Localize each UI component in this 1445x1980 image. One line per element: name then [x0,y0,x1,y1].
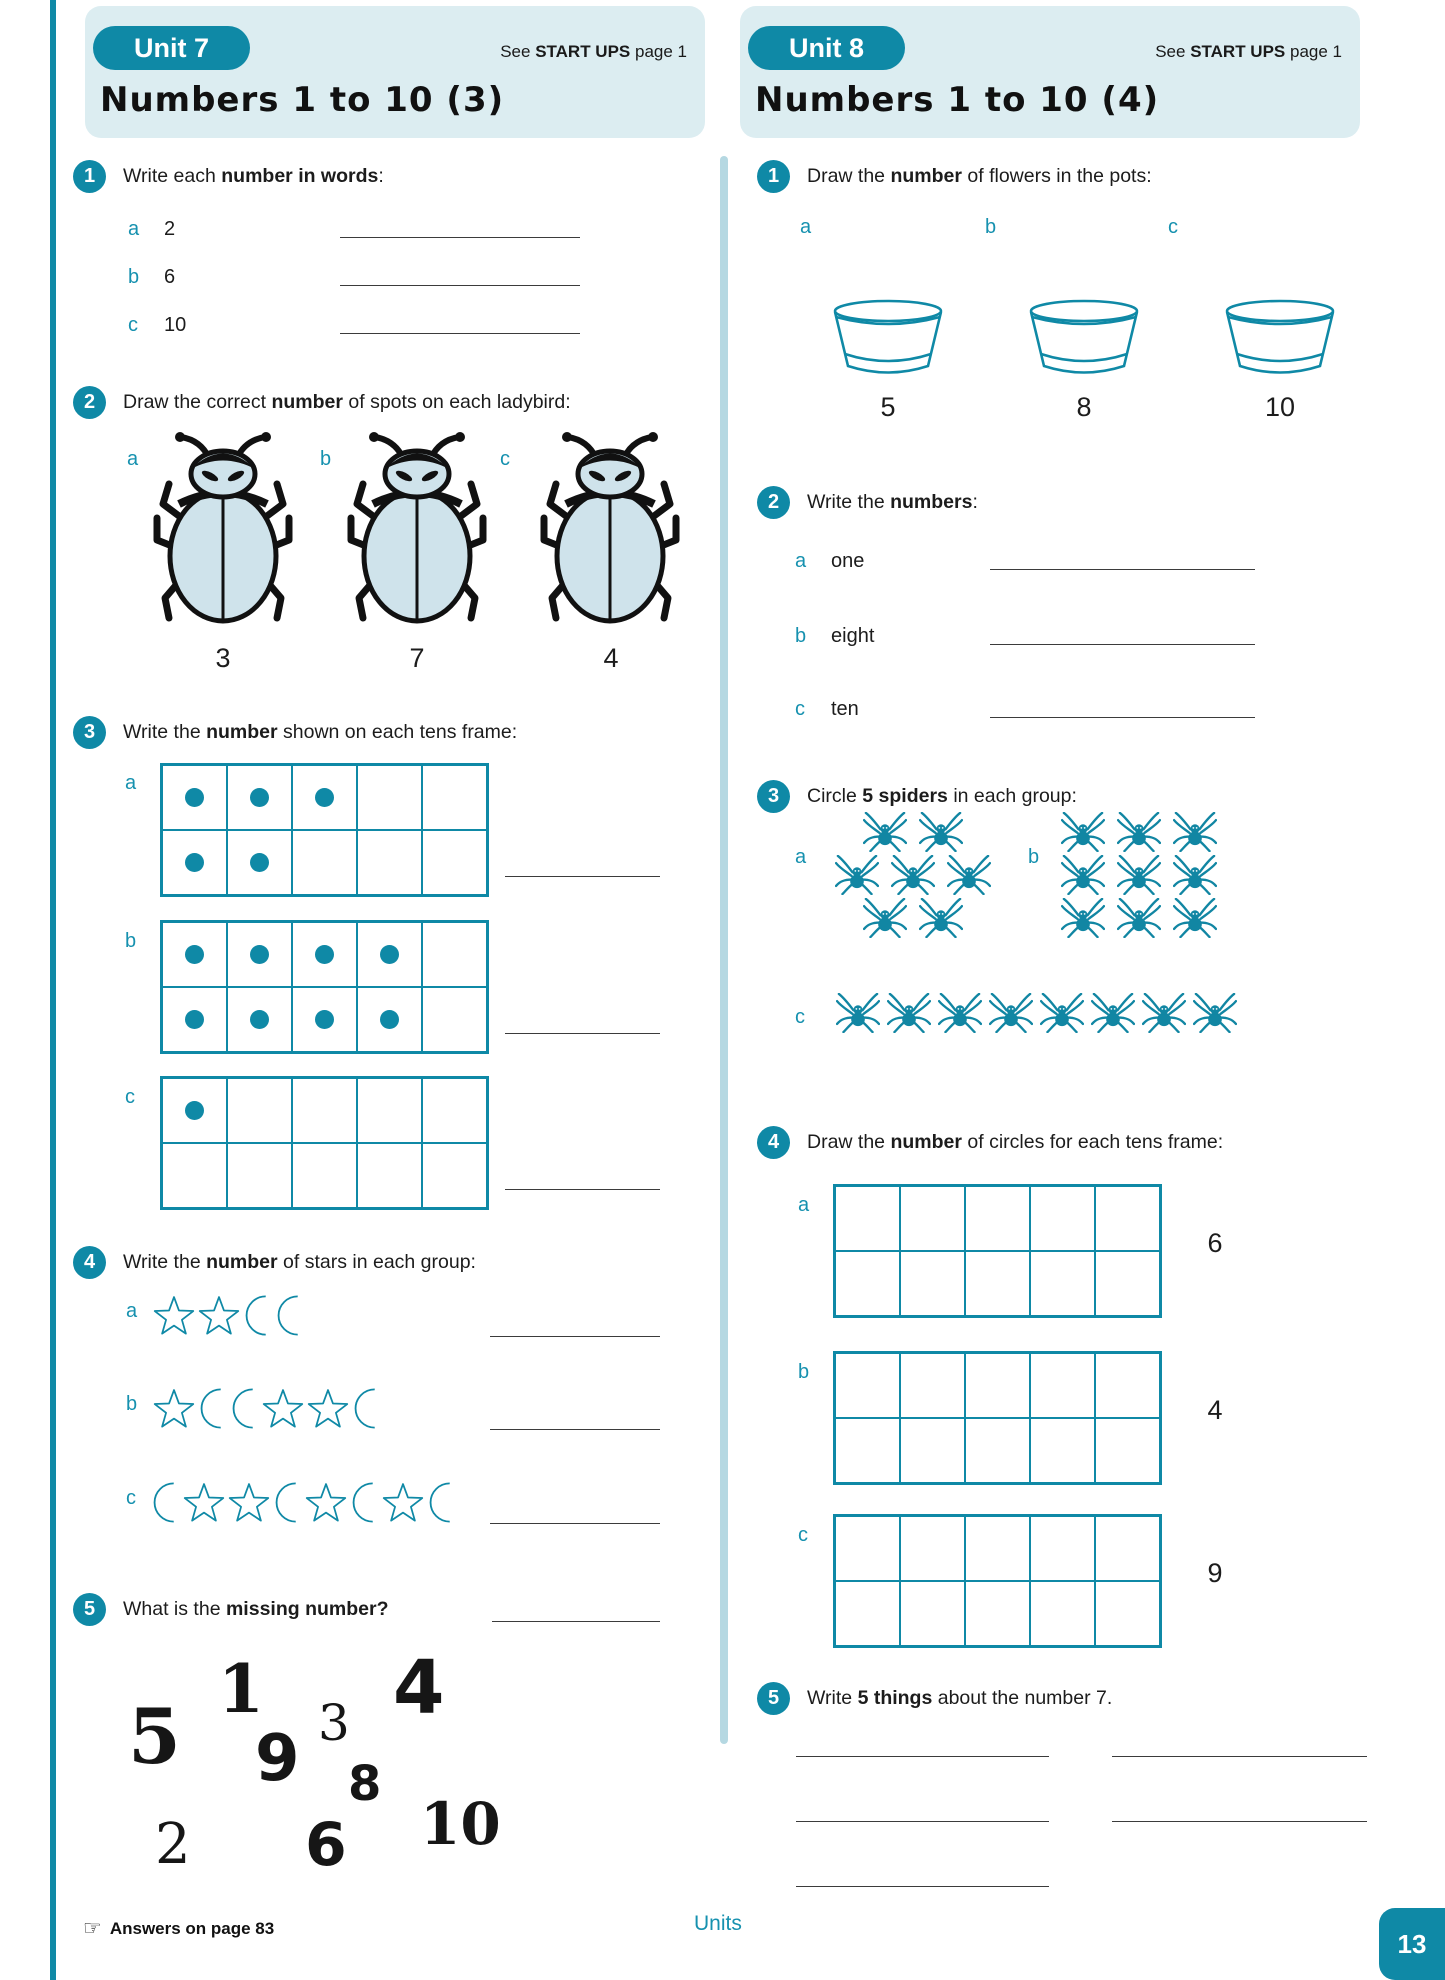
tens-frame-cell [292,830,357,895]
counter-dot [185,788,204,807]
group-label-c: c [126,1487,136,1509]
star-icon [227,1481,271,1524]
tens-frame-cell [900,1251,965,1316]
tens-frame-cell [835,1251,900,1316]
tens-frame-cell [422,765,487,830]
u8-q2-text: Write the numbers: [807,491,978,513]
tens-frame-cell [1030,1186,1095,1251]
spider-group-label-b: b [1028,846,1040,868]
star-group-b [152,1387,382,1430]
spider-icon [919,898,963,938]
question-number-badge: 2 [73,386,106,419]
question-number-badge: 1 [73,160,106,193]
item-label: c [795,698,805,720]
tens-frame-cell [227,830,292,895]
frame-label-a: a [798,1194,810,1216]
spider-group-label-c: c [795,1006,805,1028]
question-number-badge: 2 [757,486,790,519]
ladybird-number: 4 [603,643,619,673]
ladybird-label-a: a [127,448,139,470]
frame-label-b: b [798,1361,810,1383]
spider-icon [1117,812,1161,852]
tens-frame-cell [835,1418,900,1483]
tens-frame-cell [1095,1186,1160,1251]
moon-icon [349,1481,380,1524]
star-icon [152,1294,196,1337]
u7-q1-text: Write each number in words: [123,165,384,187]
item-value: 2 [164,218,176,240]
units-footer-label: Units [694,1912,742,1935]
scattered-number: 5 [128,1692,181,1781]
pot-number: 10 [1264,392,1296,422]
tens-frame-cell [900,1581,965,1646]
tens-frame-cell [965,1251,1030,1316]
u7-q4-text: Write the number of stars in each group: [123,1251,476,1273]
spider-icon [1061,855,1105,895]
tens-frame-c [160,1076,489,1210]
tens-frame-cell [292,987,357,1052]
counter-dot [315,1010,334,1029]
question-number-badge: 5 [73,1593,106,1626]
item-label: b [128,266,140,288]
tens-frame-cell [162,830,227,895]
u8-q4 [757,1126,1223,1159]
tens-frame-cell [422,1078,487,1143]
item-word: one [831,550,865,572]
column-divider [720,156,728,1744]
scattered-number: 3 [318,1694,350,1752]
tens-frame-b [160,920,489,1054]
answer-line [505,1189,660,1190]
tens-frame-cell [357,1078,422,1143]
see-pre: See [500,42,531,61]
tens-frame-cell [900,1186,965,1251]
answer-line [490,1336,660,1337]
tens-frame-cell [162,1078,227,1143]
scattered-number: 10 [420,1790,501,1858]
tens-frame-cell [1095,1516,1160,1581]
unit8-see-note [1155,42,1342,62]
answer-line [990,569,1255,570]
answer-line [796,1756,1049,1757]
frame-label-c: c [125,1086,135,1108]
moon-icon [197,1387,228,1430]
spider-row [863,812,963,852]
unit7-see-note [500,42,687,62]
frame-target-number: 4 [1207,1395,1223,1425]
tens-frame-cell [162,765,227,830]
pot-number: 8 [1076,392,1092,422]
counter-dot [315,945,334,964]
page-edge-bar [50,0,56,1980]
see-pre: See [1155,42,1186,61]
counter-dot [250,945,269,964]
ladybird-number: 3 [215,643,231,673]
star-icon [182,1481,226,1524]
counter-dot [185,945,204,964]
answer-line [490,1523,660,1524]
u7-q2 [73,386,571,419]
star-icon [306,1387,350,1430]
group-label-a: a [126,1300,138,1322]
moon-icon [426,1481,457,1524]
u7-q1 [73,160,384,193]
ladybird-label-c: c [500,448,510,470]
tens-frame-cell [1030,1581,1095,1646]
see-bold: START UPS [1190,42,1286,61]
counter-dot [250,853,269,872]
tens-frame-cell [965,1186,1030,1251]
u8-q3-text: Circle 5 spiders in each group: [807,785,1077,807]
spider-icon [863,812,907,852]
ladybird-drawing [347,428,487,633]
tens-frame-cell [835,1353,900,1418]
answer-line [505,876,660,877]
tens-frame-cell [965,1418,1030,1483]
question-number-badge: 5 [757,1682,790,1715]
u7-q3 [73,716,517,749]
frame-label-b: b [125,930,137,952]
tens-frame-cell [1030,1353,1095,1418]
counter-dot [250,1010,269,1029]
spider-row [1061,812,1217,852]
tens-frame-a [160,763,489,897]
spider-group-c [836,993,1237,1033]
question-number-badge: 4 [757,1126,790,1159]
spider-icon [938,993,982,1033]
tens-frame-cell [357,987,422,1052]
ladybird-number: 7 [409,643,425,673]
tens-frame-cell [162,922,227,987]
see-post: page 1 [1290,42,1342,61]
counter-dot [185,853,204,872]
spider-icon [1173,812,1217,852]
u8-q3 [757,780,1077,813]
spider-group-label-a: a [795,846,807,868]
tens-frame-cell [1095,1418,1160,1483]
item-label: b [795,625,807,647]
tens-frame-cell [835,1581,900,1646]
spider-row [1061,855,1217,895]
item-value: 10 [164,314,187,336]
frame-target-number: 6 [1207,1228,1223,1258]
tens-frame-cell [1030,1418,1095,1483]
star-icon [152,1387,196,1430]
u8-q5 [757,1682,1112,1715]
answer-line [796,1821,1049,1822]
question-number-badge: 4 [73,1246,106,1279]
frame-target-number: 9 [1207,1558,1223,1588]
scattered-number: 2 [155,1812,191,1877]
pot-label-a: a [800,216,812,238]
tens-frame-cell [900,1418,965,1483]
moon-icon [272,1481,303,1524]
u7-q5-text: What is the missing number? [123,1598,389,1620]
star-icon [381,1481,425,1524]
spider-icon [1117,855,1161,895]
u7-q2-text: Draw the correct number of spots on each ladybird: [123,391,571,413]
empty-tens-frame-c [833,1514,1162,1648]
scattered-number: 4 [393,1645,445,1731]
tens-frame-cell [1095,1353,1160,1418]
scattered-number: 1 [218,1650,264,1728]
tens-frame-cell [162,987,227,1052]
ladybird-label-b: b [320,448,332,470]
counter-dot [250,788,269,807]
question-number-badge: 1 [757,160,790,193]
spider-icon [1173,898,1217,938]
star-group-a [152,1294,305,1337]
spider-icon [1117,898,1161,938]
tens-frame-cell [1030,1251,1095,1316]
pot-label-b: b [985,216,997,238]
counter-dot [185,1101,204,1120]
flower-pot-drawing [1220,298,1340,380]
spider-icon [863,898,907,938]
spider-icon [1091,993,1135,1033]
u8-q2-item-a [795,550,1255,573]
answer-line [340,333,580,334]
answers-text: Answers on page 83 [109,1918,275,1938]
tens-frame-cell [292,922,357,987]
group-label-b: b [126,1393,138,1415]
u7-q3-text: Write the number shown on each tens frame: [123,721,518,743]
tens-frame-cell [292,1143,357,1208]
item-label: a [128,218,140,240]
answer-line [340,285,580,286]
spider-icon [835,855,879,895]
unit7-pill: Unit 7 [93,26,250,70]
scattered-number: 9 [255,1722,300,1796]
answer-line [505,1033,660,1034]
pointing-hand-icon: ☞ [83,1917,102,1940]
counter-dot [380,1010,399,1029]
scattered-number: 8 [348,1756,382,1812]
ladybird-drawing [153,428,293,633]
moon-icon [274,1294,305,1337]
answer-line [990,717,1255,718]
question-number-badge: 3 [757,780,790,813]
empty-tens-frame-b [833,1351,1162,1485]
answer-line [1112,1756,1367,1757]
u7-q1-item-a [128,218,580,241]
answer-line [796,1886,1049,1887]
answer-line [340,237,580,238]
scattered-number: 6 [305,1810,347,1880]
tens-frame-cell [835,1516,900,1581]
answer-line [492,1621,660,1622]
tens-frame-cell [965,1581,1030,1646]
u8-q1-text: Draw the number of flowers in the pots: [807,165,1152,187]
moon-icon [242,1294,273,1337]
u7-q5 [73,1593,389,1626]
u7-q1-item-c [128,314,580,337]
star-group-c [150,1481,457,1524]
see-bold: START UPS [535,42,631,61]
star-icon [304,1481,348,1524]
item-value: 6 [164,266,176,288]
spider-group-a [832,812,994,938]
tens-frame-cell [900,1353,965,1418]
u8-q2-item-b [795,625,1255,648]
spider-icon [1061,812,1105,852]
tens-frame-cell [357,1143,422,1208]
tens-frame-cell [227,987,292,1052]
spider-icon [1142,993,1186,1033]
item-label: a [795,550,807,572]
unit8-title: Numbers 1 to 10 (4) [755,80,1160,120]
u8-q2-item-c [795,698,1255,721]
spider-icon [989,993,1033,1033]
star-icon [197,1294,241,1337]
ladybird-drawing [540,428,680,633]
pot-label-c: c [1168,216,1178,238]
spider-row [836,993,1237,1033]
spider-icon [891,855,935,895]
item-word: eight [831,625,875,647]
tens-frame-cell [162,1143,227,1208]
answer-line [490,1429,660,1430]
answer-line [990,644,1255,645]
moon-icon [229,1387,260,1430]
u7-q4 [73,1246,476,1279]
page-number-tab [1379,1908,1445,1980]
tens-frame-cell [292,1078,357,1143]
spider-icon [947,855,991,895]
flower-pot-drawing [1024,298,1144,380]
empty-tens-frame-a [833,1184,1162,1318]
see-post: page 1 [635,42,687,61]
spider-row [1061,898,1217,938]
u8-q1 [757,160,1152,193]
counter-dot [315,788,334,807]
item-label: c [128,314,138,336]
spider-group-b [1058,812,1220,938]
spider-icon [1040,993,1084,1033]
spider-row [835,855,991,895]
answers-note [83,1916,274,1941]
u8-q2 [757,486,978,519]
star-icon [261,1387,305,1430]
spider-icon [1193,993,1237,1033]
tens-frame-cell [292,765,357,830]
u7-q1-item-b [128,266,580,289]
spider-row [863,898,963,938]
spider-icon [887,993,931,1033]
flower-pot-drawing [828,298,948,380]
counter-dot [380,945,399,964]
tens-frame-cell [357,830,422,895]
spider-icon [919,812,963,852]
tens-frame-cell [357,765,422,830]
answer-line [1112,1821,1367,1822]
tens-frame-cell [227,1078,292,1143]
counter-dot [185,1010,204,1029]
tens-frame-cell [900,1516,965,1581]
item-word: ten [831,698,859,720]
tens-frame-cell [1095,1251,1160,1316]
tens-frame-cell [422,987,487,1052]
spider-icon [836,993,880,1033]
tens-frame-cell [227,765,292,830]
unit7-title: Numbers 1 to 10 (3) [100,80,505,120]
tens-frame-cell [965,1516,1030,1581]
tens-frame-cell [227,922,292,987]
u8-q4-text: Draw the number of circles for each tens frame: [807,1131,1224,1153]
tens-frame-cell [422,830,487,895]
moon-icon [351,1387,382,1430]
tens-frame-cell [965,1353,1030,1418]
tens-frame-cell [422,1143,487,1208]
frame-label-c: c [798,1524,808,1546]
unit8-pill: Unit 8 [748,26,905,70]
moon-icon [150,1481,181,1524]
pot-number: 5 [880,392,896,422]
tens-frame-cell [422,922,487,987]
tens-frame-cell [1030,1516,1095,1581]
tens-frame-cell [835,1186,900,1251]
page-number: 13 [1397,1928,1427,1959]
tens-frame-cell [227,1143,292,1208]
u8-q5-text: Write 5 things about the number 7. [807,1687,1113,1709]
spider-icon [1061,898,1105,938]
unit8-header-panel [740,6,1360,138]
tens-frame-cell [1095,1581,1160,1646]
tens-frame-cell [357,922,422,987]
unit7-header-panel [85,6,705,138]
question-number-badge: 3 [73,716,106,749]
frame-label-a: a [125,772,137,794]
spider-icon [1173,855,1217,895]
